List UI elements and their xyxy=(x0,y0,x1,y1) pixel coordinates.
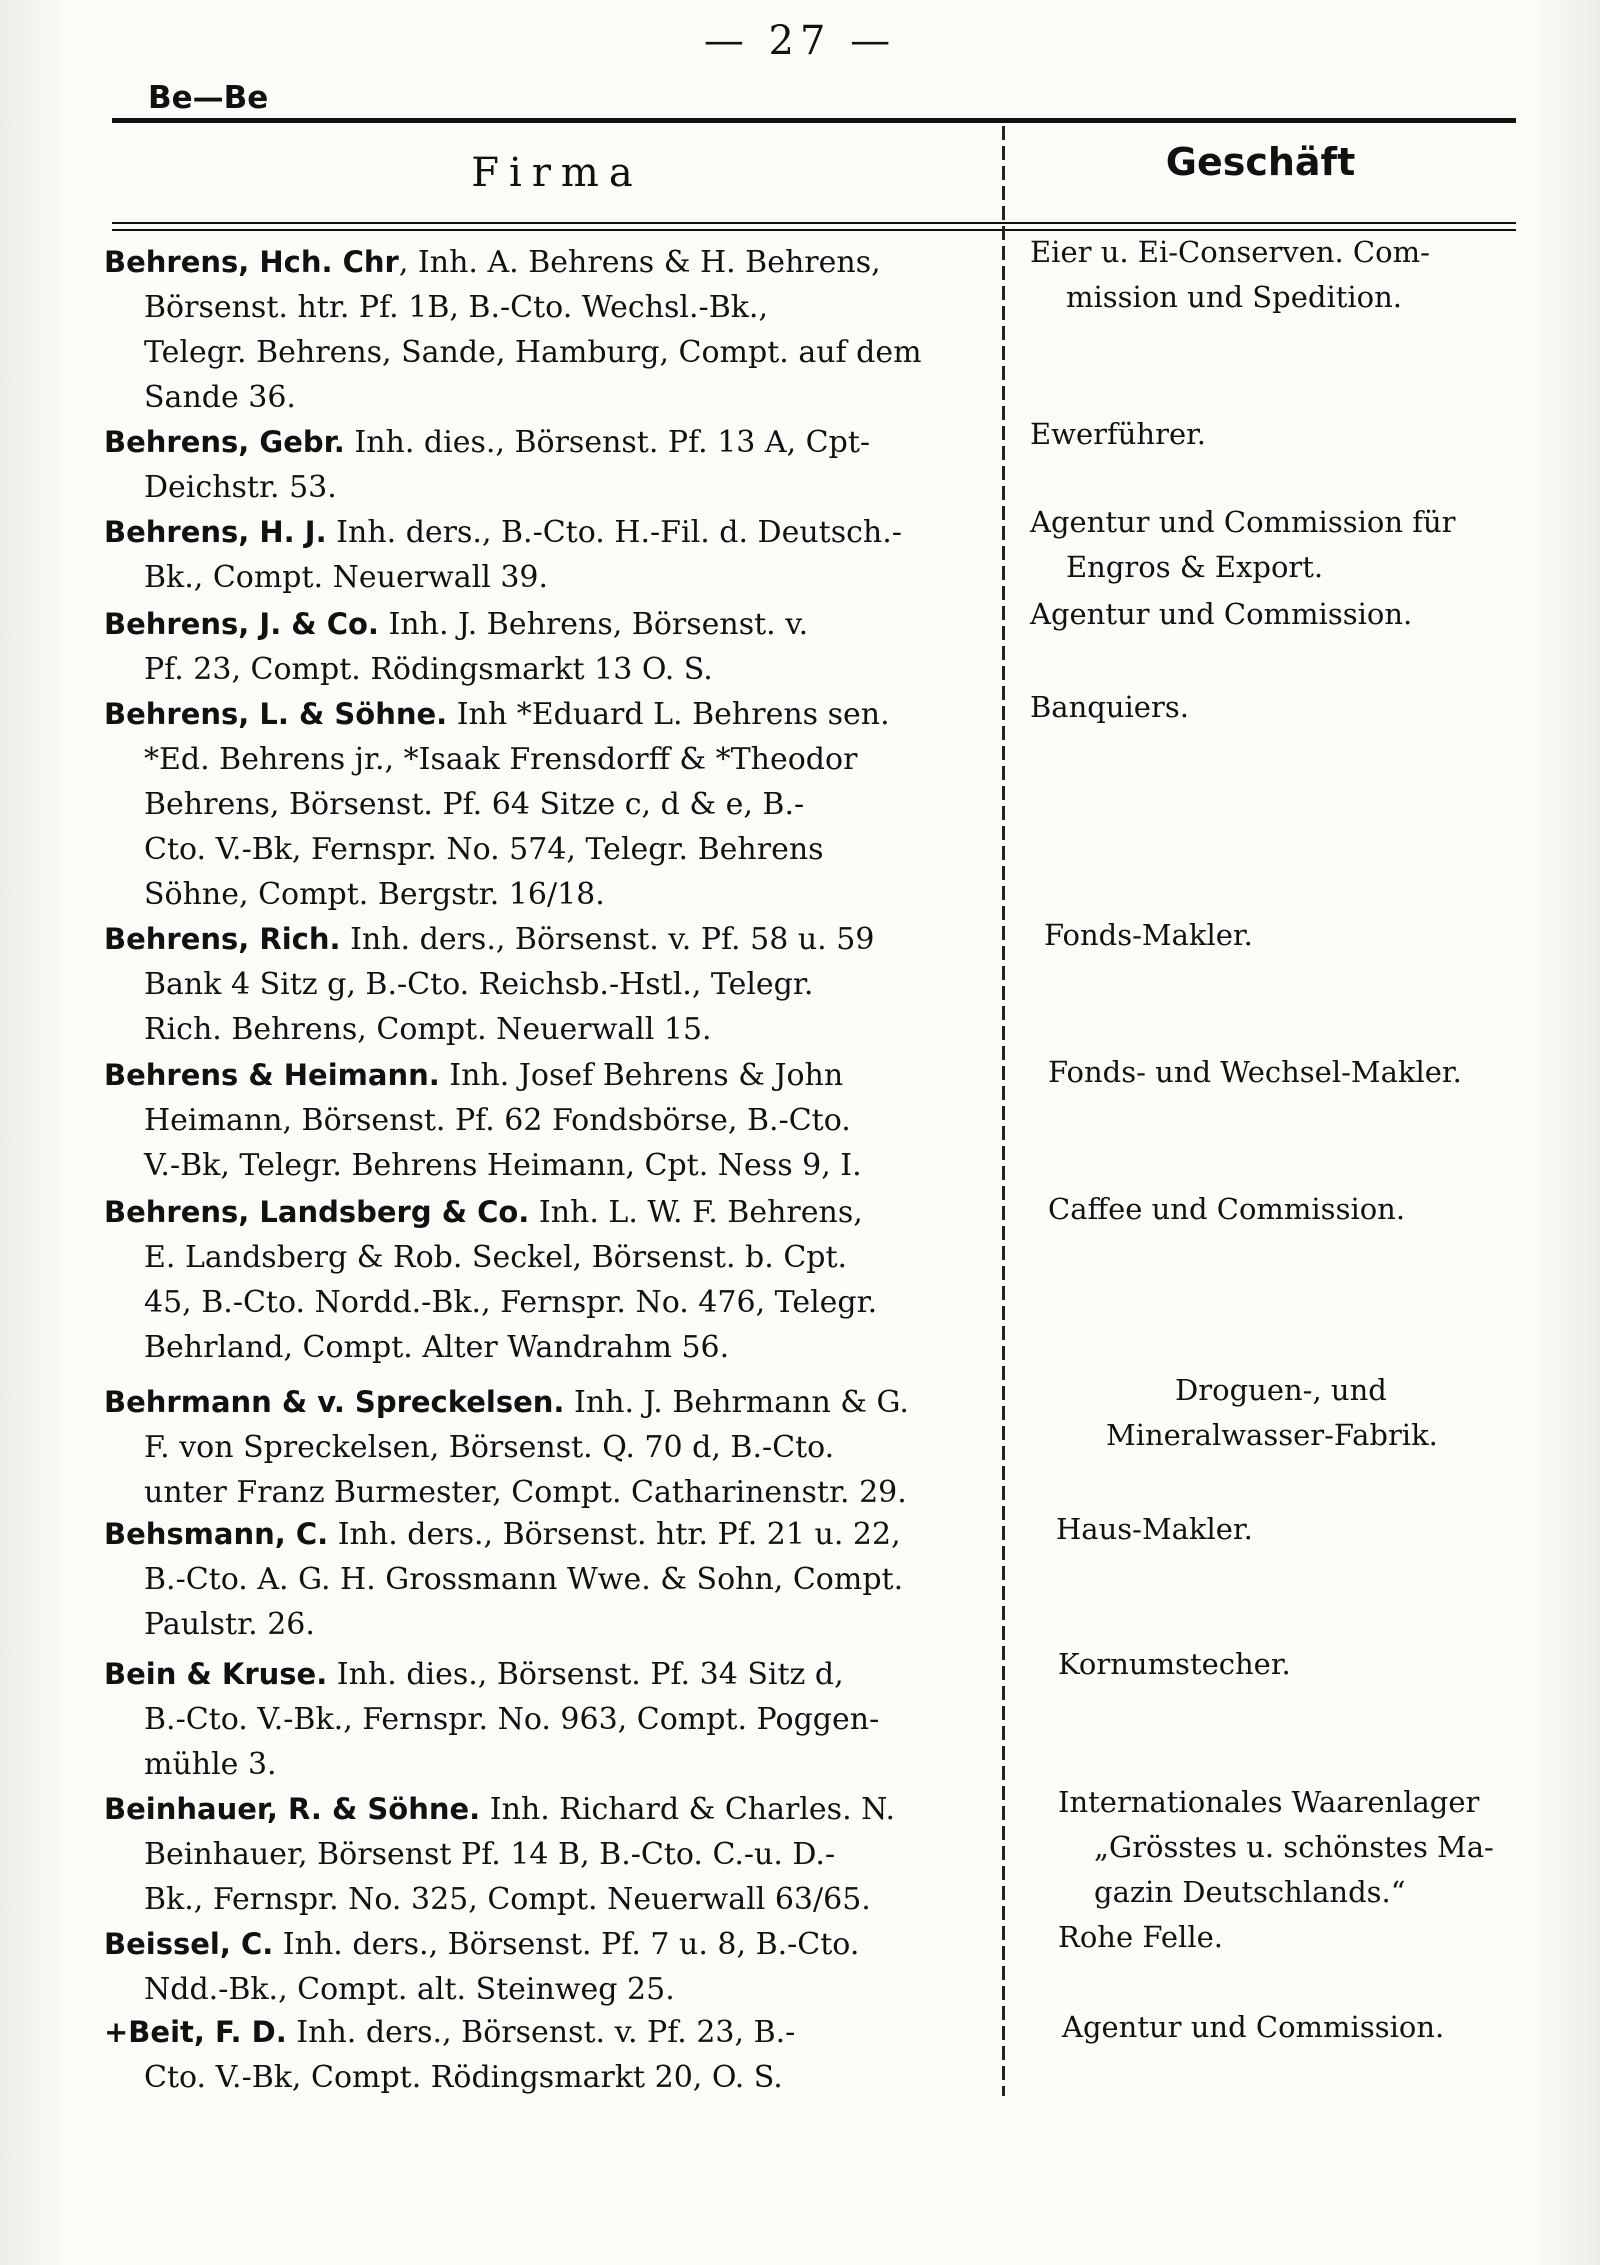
firm-detail: V.-Bk, Telegr. Behrens Heimann, Cpt. Ness 9, I. xyxy=(144,1148,862,1183)
firm-detail: Sande 36. xyxy=(144,380,296,415)
firm-detail: Deichstr. 53. xyxy=(144,470,337,505)
firm-detail: *Ed. Behrens jr., *Isaak Frensdorff & *Theodor xyxy=(144,742,858,777)
firm-detail: Paulstr. 26. xyxy=(144,1607,315,1642)
running-head: Be—Be xyxy=(148,80,269,116)
firm-entry xyxy=(104,602,994,692)
firm-entry xyxy=(104,1922,994,2012)
page-number: — 27 — xyxy=(703,18,897,64)
firm-detail: Inh. J. Behrmann & G. xyxy=(564,1385,909,1420)
firm-detail: mühle 3. xyxy=(144,1747,277,1782)
firm-detail: Inh. J. Behrens, Börsenst. v. xyxy=(378,607,809,642)
business-text: Caffee und Commission. xyxy=(1048,1192,1406,1226)
top-rule xyxy=(112,118,1516,123)
business-entry xyxy=(1030,500,1520,590)
firm-name: Behsmann, C. xyxy=(104,1517,329,1551)
business-entry xyxy=(1030,685,1520,730)
firm-name: Behrens, Landsberg & Co. xyxy=(104,1195,530,1229)
firm-detail: Pf. 23, Compt. Rödingsmarkt 13 O. S. xyxy=(144,652,713,687)
firm-detail: Söhne, Compt. Bergstr. 16/18. xyxy=(144,877,605,912)
firm-detail: Inh. Richard & Charles. N. xyxy=(480,1792,896,1827)
firm-detail: Bk., Fernspr. No. 325, Compt. Neuerwall 63/65. xyxy=(144,1882,871,1917)
firm-name: Behrens, J. & Co. xyxy=(104,607,379,641)
business-entry xyxy=(1058,1915,1548,1960)
firm-name: Bein & Kruse. xyxy=(104,1657,328,1691)
column-divider xyxy=(1002,126,1005,2096)
firm-detail: Ndd.-Bk., Compt. alt. Steinweg 25. xyxy=(144,1972,675,2007)
firm-detail: Cto. V.-Bk, Compt. Rödingsmarkt 20, O. S. xyxy=(144,2060,783,2095)
business-entry xyxy=(1030,412,1520,457)
firm-detail: Inh. dies., Börsenst. Pf. 34 Sitz d, xyxy=(327,1657,844,1692)
firm-name: Behrens, Hch. Chr xyxy=(104,245,399,279)
business-entry xyxy=(1058,1780,1548,1915)
firm-entry xyxy=(104,1053,994,1188)
firm-name: Behrmann & v. Spreckelsen. xyxy=(104,1385,565,1419)
business-text: Fonds-Makler. xyxy=(1044,918,1253,952)
business-text: „Grösstes u. schönstes Ma- xyxy=(1094,1830,1494,1864)
firm-detail: Inh. ders., Börsenst. v. Pf. 58 u. 59 xyxy=(340,922,875,957)
firm-name: Behrens & Heimann. xyxy=(104,1058,440,1092)
business-text: Agentur und Commission. xyxy=(1062,2010,1445,2044)
firm-detail: Inh. Josef Behrens & John xyxy=(439,1058,844,1093)
firm-detail: Beinhauer, Börsenst Pf. 14 B, B.-Cto. C.-u. D.- xyxy=(144,1837,836,1872)
firm-name: +Beit, F. D. xyxy=(104,2015,287,2049)
firm-detail: unter Franz Burmester, Compt. Catharinenstr. 29. xyxy=(144,1475,907,1510)
business-text: Haus-Makler. xyxy=(1056,1512,1253,1546)
firm-name: Behrens, L. & Söhne. xyxy=(104,697,448,731)
business-text: Fonds- und Wechsel-Makler. xyxy=(1048,1055,1462,1089)
firm-entry xyxy=(104,1380,994,1515)
firm-entry xyxy=(104,240,994,420)
business-entry xyxy=(1048,1050,1538,1095)
firm-detail: Rich. Behrens, Compt. Neuerwall 15. xyxy=(144,1012,712,1047)
firm-detail: 45, B.-Cto. Nordd.-Bk., Fernspr. No. 476, Telegr. xyxy=(144,1285,878,1320)
firm-entry xyxy=(104,1190,994,1370)
business-text: Internationales Waarenlager xyxy=(1058,1785,1480,1819)
firm-detail: B.-Cto. V.-Bk., Fernspr. No. 963, Compt. Poggen- xyxy=(144,1702,880,1737)
firm-entry xyxy=(104,2010,994,2100)
firm-entry xyxy=(104,420,994,510)
firm-detail: Inh. ders., Börsenst. Pf. 7 u. 8, B.-Cto. xyxy=(273,1927,860,1962)
business-entry xyxy=(1056,1507,1546,1552)
firm-entry xyxy=(104,1787,994,1922)
business-entry xyxy=(1048,1187,1538,1232)
firm-entry xyxy=(104,1652,994,1787)
firm-name: Beinhauer, R. & Söhne. xyxy=(104,1792,481,1826)
column-header-firma: Firma xyxy=(471,150,643,196)
firm-detail: Bank 4 Sitz g, B.-Cto. Reichsb.-Hstl., Telegr. xyxy=(144,967,814,1002)
business-text: Droguen-, und xyxy=(1175,1373,1387,1407)
business-text: Banquiers. xyxy=(1030,690,1189,724)
business-text: Mineralwasser-Fabrik. xyxy=(1106,1418,1438,1452)
business-entry xyxy=(1030,230,1520,320)
business-text: Agentur und Commission. xyxy=(1030,597,1413,631)
business-text: Kornumstecher. xyxy=(1058,1647,1291,1681)
firm-detail: Inh. dies., Börsenst. Pf. 13 A, Cpt- xyxy=(344,425,871,460)
business-text: mission und Spedition. xyxy=(1066,280,1403,314)
firm-detail: Telegr. Behrens, Sande, Hamburg, Compt. auf dem xyxy=(144,335,922,370)
business-entry xyxy=(1058,1642,1548,1687)
firm-name: Behrens, H. J. xyxy=(104,515,327,549)
firm-detail: B.-Cto. A. G. H. Grossmann Wwe. & Sohn, Compt. xyxy=(144,1562,904,1597)
firm-detail: Inh *Eduard L. Behrens sen. xyxy=(447,697,890,732)
business-entry xyxy=(1044,913,1534,958)
firm-detail: Inh. ders., Börsenst. v. Pf. 23, B.- xyxy=(286,2015,796,2050)
firm-detail: E. Landsberg & Rob. Seckel, Börsenst. b. Cpt. xyxy=(144,1240,848,1275)
firm-name: Behrens, Rich. xyxy=(104,922,341,956)
firm-detail: Behrland, Compt. Alter Wandrahm 56. xyxy=(144,1330,730,1365)
firm-entry xyxy=(104,510,994,600)
business-entry xyxy=(1030,1368,1520,1458)
business-text: gazin Deutschlands.“ xyxy=(1094,1875,1406,1909)
firm-detail: Heimann, Börsenst. Pf. 62 Fondsbörse, B.-Cto. xyxy=(144,1103,851,1138)
business-entry xyxy=(1062,2005,1552,2050)
firm-detail: , Inh. A. Behrens & H. Behrens, xyxy=(398,245,881,280)
firm-detail: Inh. ders., Börsenst. htr. Pf. 21 u. 22, xyxy=(328,1517,901,1552)
firm-detail: Cto. V.-Bk, Fernspr. No. 574, Telegr. Behrens xyxy=(144,832,824,867)
firm-detail: Behrens, Börsenst. Pf. 64 Sitze c, d & e, B.- xyxy=(144,787,805,822)
firm-entry xyxy=(104,692,994,917)
business-text: Engros & Export. xyxy=(1066,550,1324,584)
business-text: Ewerführer. xyxy=(1030,417,1207,451)
firm-detail: Inh. L. W. F. Behrens, xyxy=(529,1195,863,1230)
firm-detail: Inh. ders., B.-Cto. H.-Fil. d. Deutsch.- xyxy=(326,515,902,550)
firm-detail: F. von Spreckelsen, Börsenst. Q. 70 d, B.-Cto. xyxy=(144,1430,835,1465)
business-entry xyxy=(1030,592,1520,637)
firm-entry xyxy=(104,917,994,1052)
firm-entry xyxy=(104,1512,994,1647)
business-text: Rohe Felle. xyxy=(1058,1920,1223,1954)
firm-name: Behrens, Gebr. xyxy=(104,425,345,459)
column-header-geschaeft: Geschäft xyxy=(1165,140,1356,184)
firm-name: Beissel, C. xyxy=(104,1927,274,1961)
business-text: Eier u. Ei-Conserven. Com- xyxy=(1030,235,1430,269)
business-text: Agentur und Commission für xyxy=(1030,505,1456,539)
firm-detail: Börsenst. htr. Pf. 1B, B.-Cto. Wechsl.-Bk., xyxy=(144,290,768,325)
header-rule xyxy=(112,222,1516,224)
firm-detail: Bk., Compt. Neuerwall 39. xyxy=(144,560,549,595)
